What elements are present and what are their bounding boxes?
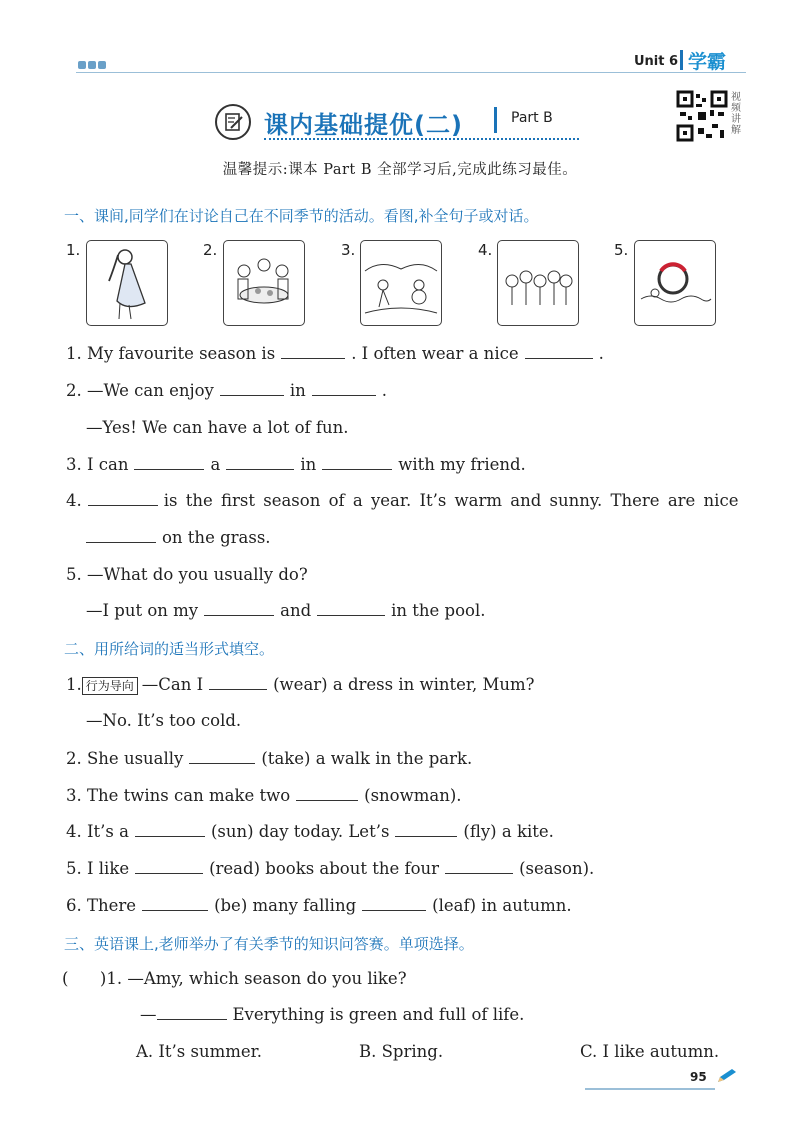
page-title: 课内基础提优(二) bbox=[264, 111, 463, 139]
answer-blank[interactable] bbox=[204, 601, 274, 616]
picture-number: 2. bbox=[203, 241, 218, 259]
s3-question-1: ( )1. —Amy, which season do you like? bbox=[62, 969, 407, 988]
answer-blank[interactable] bbox=[134, 455, 204, 470]
title-icon bbox=[215, 104, 251, 140]
title-bar bbox=[494, 107, 497, 133]
picture-picnic bbox=[223, 240, 305, 326]
answer-blank[interactable] bbox=[281, 344, 345, 359]
s1-question-4: 4. is the first season of a year. It’s warm and sunny. There are nice bbox=[66, 491, 739, 510]
section1-heading: 一、课间,同学们在讨论自己在不同季节的活动。看图,补全句子或对话。 bbox=[64, 207, 539, 225]
s2-question-4: 4. It’s a (sun) day today. Let’s (fly) a kite. bbox=[66, 822, 554, 841]
answer-blank[interactable] bbox=[220, 381, 284, 396]
s2-question-3: 3. The twins can make two (snowman). bbox=[66, 786, 462, 805]
picture-number: 3. bbox=[341, 241, 356, 259]
picture-number: 4. bbox=[478, 241, 493, 259]
s1-question-2-reply: —Yes! We can have a lot of fun. bbox=[86, 418, 349, 437]
unit-label: Unit 6 bbox=[634, 54, 679, 69]
s1-question-5-reply: —I put on my and in the pool. bbox=[86, 601, 486, 620]
tip-text: 温馨提示:课本 Part B 全部学习后,完成此练习最佳。 bbox=[222, 162, 578, 178]
option-b[interactable]: B. Spring. bbox=[359, 1042, 444, 1061]
answer-blank[interactable] bbox=[88, 491, 158, 506]
answer-blank[interactable] bbox=[312, 381, 376, 396]
picture-swimming bbox=[634, 240, 716, 326]
s3-question-1-reply: — Everything is green and full of life. bbox=[140, 1005, 525, 1024]
answer-blank[interactable] bbox=[296, 786, 358, 801]
option-c[interactable]: C. I like autumn. bbox=[580, 1042, 720, 1061]
s1-question-1: 1. My favourite season is . I often wear a nice . bbox=[66, 344, 604, 363]
s1-question-5: 5. —What do you usually do? bbox=[66, 565, 308, 584]
header-divider bbox=[680, 50, 683, 70]
brand-logo: 学霸 bbox=[688, 51, 727, 73]
footer-rule bbox=[585, 1088, 715, 1090]
answer-blank[interactable] bbox=[445, 859, 513, 874]
answer-blank[interactable] bbox=[157, 1005, 227, 1020]
section3-heading: 三、英语课上,老师举办了有关季节的知识问答赛。单项选择。 bbox=[64, 935, 474, 953]
s2-question-1-reply: —No. It’s too cold. bbox=[86, 711, 242, 730]
s1-question-4-cont: on the grass. bbox=[80, 528, 271, 548]
answer-blank[interactable] bbox=[86, 528, 156, 543]
picture-number: 1. bbox=[66, 241, 81, 259]
page-number: 95 bbox=[690, 1070, 707, 1084]
answer-blank[interactable] bbox=[189, 749, 255, 764]
answer-blank[interactable] bbox=[525, 344, 593, 359]
s2-question-1: 1. 行为导向 —Can I (wear) a dress in winter, Mum? bbox=[66, 675, 535, 694]
picture-snow-play bbox=[360, 240, 442, 326]
qr-code[interactable] bbox=[676, 90, 728, 142]
answer-blank[interactable] bbox=[395, 822, 457, 837]
header-rule bbox=[76, 72, 746, 73]
title-part: Part B bbox=[511, 110, 553, 126]
answer-blank[interactable] bbox=[142, 896, 208, 911]
s2-question-5: 5. I like (read) books about the four (season). bbox=[66, 859, 595, 878]
pencil-icon bbox=[716, 1068, 738, 1084]
answer-blank[interactable] bbox=[322, 455, 392, 470]
answer-blank[interactable] bbox=[317, 601, 385, 616]
title-underline bbox=[264, 138, 579, 140]
option-a[interactable]: A. It’s summer. bbox=[136, 1042, 262, 1061]
header-marker bbox=[78, 54, 110, 64]
answer-blank[interactable] bbox=[209, 675, 267, 690]
behavior-tag: 行为导向 bbox=[82, 677, 138, 695]
section2-heading: 二、用所给词的适当形式填空。 bbox=[64, 640, 275, 658]
picture-girl-dress bbox=[86, 240, 168, 326]
s1-question-3: 3. I can a in with my friend. bbox=[66, 455, 526, 474]
answer-blank[interactable] bbox=[135, 822, 205, 837]
answer-blank[interactable] bbox=[226, 455, 294, 470]
answer-paren[interactable]: ( ) bbox=[62, 969, 107, 988]
s2-question-2: 2. She usually (take) a walk in the park. bbox=[66, 749, 473, 768]
picture-flowers bbox=[497, 240, 579, 326]
s1-question-2: 2. —We can enjoy in . bbox=[66, 381, 387, 400]
picture-number: 5. bbox=[614, 241, 629, 259]
s2-question-6: 6. There (be) many falling (leaf) in autumn. bbox=[66, 896, 572, 915]
answer-blank[interactable] bbox=[362, 896, 426, 911]
answer-blank[interactable] bbox=[135, 859, 203, 874]
qr-label: 视频讲解 bbox=[731, 92, 741, 136]
